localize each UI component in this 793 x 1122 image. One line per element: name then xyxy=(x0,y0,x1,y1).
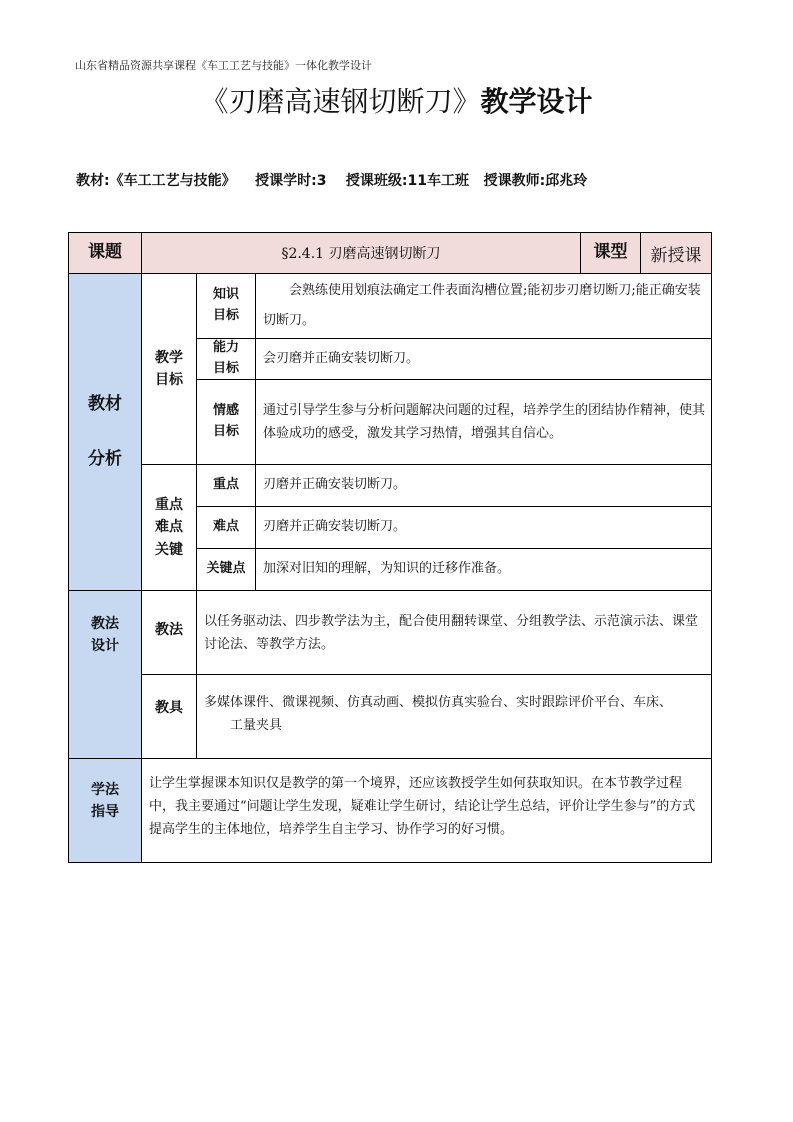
goals-label: 教学 目标 xyxy=(141,273,197,465)
difficulty-text: 刃磨并正确安装切断刀。 xyxy=(255,506,712,549)
method-text: 以任务驱动法、四步教学法为主，配合使用翻转课堂、分组教学法、示范演示法、课堂讨论法、等教学方法。 xyxy=(196,590,712,675)
title-suffix: 教学设计 xyxy=(480,85,593,118)
tools-label: 教具 xyxy=(141,674,197,759)
knowledge-text: 会熟练使用划痕法确定工件表面沟槽位置;能初步刃磨切断刀;能正确安装切断刀。 xyxy=(255,273,712,339)
title-main: 《刃磨高速钢切断刀》 xyxy=(200,85,481,118)
type-value: 新授课 xyxy=(640,232,712,274)
type-label: 课型 xyxy=(580,232,641,274)
topic-label: 课题 xyxy=(68,232,142,274)
analysis-label: 教材 分析 xyxy=(68,273,142,591)
difficulty-label: 难点 xyxy=(196,506,256,549)
learning-label: 学法 指导 xyxy=(68,758,142,863)
learning-text: 让学生掌握课本知识仅是教学的第一个境界，还应该教授学生如何获取知识。在本节教学过程中，我主要通过“问题让学生发现，疑难让学生研讨，结论让学生总结，评价让学生参与”的方式提高学生的主体地位，培养学生自主学习、协作学习的好习惯。 xyxy=(141,758,712,863)
focus-label: 重点 xyxy=(196,464,256,507)
course-meta: 教材:《车工工艺与技能》 授课学时:3 授课班级:11车工班 授课教师:邱兆玲 xyxy=(76,173,588,189)
ability-text: 会刃磨并正确安装切断刀。 xyxy=(255,338,712,380)
key-text: 加深对旧知的理解，为知识的迁移作准备。 xyxy=(255,548,712,591)
ability-label: 能力 目标 xyxy=(196,338,256,380)
knowledge-label: 知识 目标 xyxy=(196,273,256,339)
method-label: 教法 xyxy=(141,590,197,675)
topic-value: §2.4.1 刃磨高速钢切断刀 xyxy=(141,232,581,274)
focus-text: 刃磨并正确安装切断刀。 xyxy=(255,464,712,507)
emotion-text: 通过引导学生参与分析问题解决问题的过程，培养学生的团结协作精神，使其体验成功的感受，激发其学习热情，增强其自信心。 xyxy=(255,379,712,465)
header-note: 山东省精品资源共享课程《车工工艺与技能》一体化教学设计 xyxy=(75,59,372,72)
keypoints-label: 重点 难点 关键 xyxy=(141,464,197,591)
emotion-label: 情感 目标 xyxy=(196,379,256,465)
key-label: 关键点 xyxy=(196,548,256,591)
method-design-label: 教法 设计 xyxy=(68,590,142,759)
tools-text: 多媒体课件、微课视频、仿真动画、模拟仿真实验台、实时跟踪评价平台、车床、 工量夹具 xyxy=(196,674,712,759)
page-title xyxy=(0,80,793,120)
